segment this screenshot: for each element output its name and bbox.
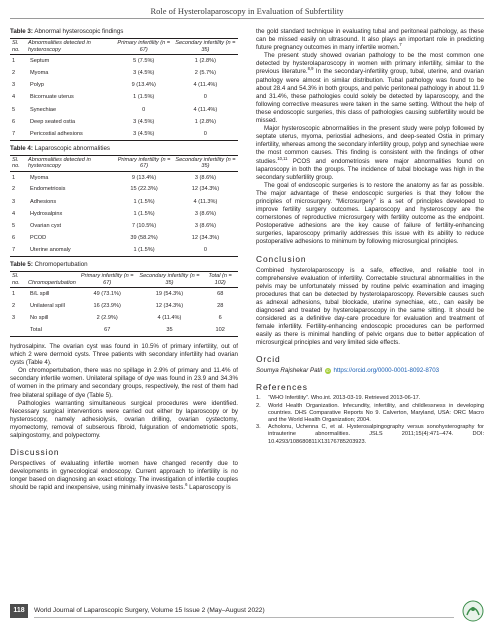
- table-row: [10, 244, 238, 256]
- table-cell: Pericostial adhesions: [26, 128, 115, 140]
- table-cell: 39 (58.2%): [130, 235, 158, 242]
- table-cell: 3: [12, 82, 16, 89]
- table-cell: 1 (2.8%): [194, 58, 216, 65]
- table-row: [10, 312, 238, 324]
- table-cell: 4 (11.3%): [193, 198, 218, 205]
- table-row: [10, 91, 238, 103]
- references-list: [256, 395, 484, 445]
- table-header-cell: Chromopertubation: [26, 272, 78, 288]
- table-row: [10, 55, 238, 67]
- table-cell: 2: [12, 186, 16, 193]
- table-row: [10, 196, 238, 208]
- table-cell: 12 (34.3%): [155, 302, 184, 309]
- table-header-cell: Secondary infertility (n = 35): [173, 155, 238, 171]
- table-cell: Adhesions: [30, 198, 57, 205]
- header-rule: [10, 18, 484, 19]
- table-4-caption: Table 4: Laparoscopic abnormalities: [10, 144, 110, 152]
- table-cell: 7 (10.5%): [131, 223, 157, 230]
- table-cell: 12 (34.3%): [191, 186, 220, 193]
- table-4-body: [10, 171, 238, 256]
- table-cell: 16 (23.9%): [93, 302, 121, 309]
- table-5-body: [10, 288, 238, 337]
- discussion-paragraph: Perspectives of evaluating infertile women have changed recently due to developments in gynecological endoscopy. Current approach to infertility is no longer based on diagnosing an exact etiology. The investigation of infertile couples should be rapid and inexpensive, using minimally invasive tests.$^6$ Laparoscopy is: [10, 460, 238, 492]
- orcid-entry: [256, 367, 484, 375]
- table-cell: 1 (1.5%): [133, 210, 155, 217]
- table-header-cell: Abnormalities detected in hysteroscopy: [26, 155, 115, 171]
- table-cell: 5 (7.5%): [133, 58, 155, 65]
- table-cell: 1 (2.8%): [194, 118, 216, 125]
- table-cell: 15 (22.3%): [130, 186, 158, 193]
- journal-citation: World Journal of Laparoscopic Surgery, Volume 15 Issue 2 (May–August 2022): [34, 607, 265, 614]
- table-row: [10, 220, 238, 232]
- table-cell: 0: [203, 94, 207, 101]
- table-cell: 102: [202, 324, 238, 336]
- table-cell: 1 (1.5%): [133, 198, 155, 205]
- table-3-body: [10, 55, 238, 140]
- table-cell: 3: [12, 198, 16, 205]
- table-cell: 5: [12, 106, 16, 113]
- table-cell: 7: [10, 244, 26, 256]
- table-cell: Endometriosis: [30, 186, 66, 193]
- table-row: [10, 288, 238, 300]
- table-cell: 3 (8.6%): [194, 174, 217, 181]
- table-cell: [10, 324, 26, 336]
- table-cell: Bicornuate uterus: [30, 94, 74, 101]
- table-3-caption: Table 3: Abnormal hysteroscopic findings: [10, 28, 124, 35]
- table-cell: Myoma: [30, 174, 49, 181]
- table-cell: 1: [12, 58, 16, 65]
- table-cell: 0: [173, 244, 238, 256]
- table-cell: 1: [12, 291, 16, 298]
- table-cell: 3 (4.5%): [133, 118, 155, 125]
- table-3-block: [10, 28, 238, 141]
- table-cell: 1 (1.5%): [115, 244, 173, 256]
- orcid-heading: Orcid: [256, 354, 281, 365]
- table-cell: 4 (11.4%): [193, 82, 218, 89]
- discussion-heading: Discussion: [10, 447, 60, 458]
- table-cell: 19 (54.3%): [155, 291, 184, 298]
- table-cell: 4 (11.4%): [157, 315, 182, 322]
- reference-item: 3. Acholonu, Uchenna C, et al. Hysterosalpingography versus sonohysterography for intrauterine abnormalities. JSLS 2011;15(4):471–474. DOI: 10.4293/108680811X13176785203923.: [256, 424, 484, 445]
- table-cell: 3 (8.6%): [194, 210, 217, 217]
- table-row: [10, 232, 238, 244]
- results-paragraph: On chromopertubation, there was no spillage in 2.9% of primary and 11.4% of secondary infertile women. Unilateral spillage of dye was found in 23.9 and 34.3% of women in the primary and secondary groups, respectively, the rest of them had free bilateral spillage of dye (Table 5).: [10, 367, 238, 399]
- discussion-paragraph: Major hysteroscopic abnormalities in the present study were polyp followed by septate uterus, myoma, periostial adhesions, and deep-seated Ostia in primary infertility, whereas among the secondary infertility group, polyp and synechiae were the most common causes. This finding is consistent with the findings of other studies.$^{10,11}$ PCOS and endometriosis were major abnormalities found on laparoscopy in both the groups. The incidence of tubal blockage was high in the secondary subfertility group.: [256, 125, 484, 181]
- table-header-cell: Primary infertility (n = 67): [115, 155, 173, 171]
- table-row: [10, 208, 238, 220]
- table-cell: 12 (34.3%): [191, 235, 220, 242]
- table-cell: 2: [12, 69, 16, 76]
- table-header-cell: Sl. no.: [10, 272, 26, 288]
- table-header-cell: Secondary infertility (n = 35): [173, 39, 238, 55]
- table-cell: Myoma: [30, 69, 49, 76]
- publisher-logo-icon: [462, 600, 484, 622]
- discussion-paragraph: The goal of endoscopic surgeries is to restore the anatomy as far as possible. The major advantage of these endoscopic surgeries is that they follow the principles of microsurgery. “Microsurgery” is a set of principles developed to improve fertility surgery outcomes. Laparoscopy and hysteroscopy are the cornerstones of reproductive microsurgery with fertility outcome as the endpoint. Postoperative adhesions are the key cause of failure of fertility-enhancing surgeries, laparoscopy primarily addresses this issue with its ability to reduce postoperative adhesions to minimum by following microsurgical principles.: [256, 181, 484, 246]
- page-number: 118: [10, 604, 28, 618]
- table-4-block: [10, 145, 238, 258]
- table-row: [10, 171, 238, 183]
- table-cell: 2: [12, 302, 16, 309]
- table-row: [10, 128, 238, 140]
- table-cell: 6: [12, 118, 16, 125]
- reference-item: 1. “WHO Infertility”. Who.int. 2013-03-19. Retrieved 2013-06-17.: [256, 395, 421, 402]
- author-name: Soumya Rajshekar Patil: [256, 367, 323, 375]
- table-cell: Septum: [30, 58, 50, 65]
- table-cell: 5: [12, 223, 16, 230]
- table-header-cell: Total (n = 102): [202, 272, 238, 288]
- references-heading: References: [256, 382, 308, 393]
- table-header-cell: Secondary infertility (n = 35): [137, 272, 203, 288]
- table-cell: 4: [12, 94, 16, 101]
- table-row: [10, 324, 238, 336]
- table-cell: 2 (2.9%): [96, 315, 118, 322]
- table-cell: Ovarian cyst: [30, 223, 62, 230]
- table-cell: 9 (13.4%): [131, 174, 157, 181]
- table-5-caption: Table 5: Chromopertubation: [10, 261, 88, 268]
- table-header-cell: Abnormalities detected in hysteroscopy: [26, 39, 115, 55]
- conclusion-paragraph: Combined hysterolaparoscopy is a safe, effective, and reliable tool in comprehensive evaluation of infertility. Correctable structural abnormalities in the pelvis may be unfortunately missed by routine pelvic examination and imaging procedures that can be detected by hysterolaparoscopy. Reversible causes such as adnexal adhesions, tubal blockade, uterine synechiae, etc., can easily be diagnosed and treated by hysterolaparoscopy in the same sitting. It should be considered as a definitive day-care procedure for evaluation and treatment of female infertility. Fertility-enhancing endoscopic procedures can be performed easily as there is minimal handling of pelvic organs due to better application of microsurgical principles and very limited side effects.: [256, 266, 484, 347]
- table-cell: 4: [12, 210, 16, 217]
- table-cell: PCOD: [30, 235, 47, 242]
- table-cell: 4 (11.4%): [193, 106, 218, 113]
- results-paragraph: hydrosalpinx. The ovarian cyst was found in 10.5% of primary infertility, out of which 2 were dermoid cysts. Three patients with secondary infertility had ovarian cysts (Table 4).: [10, 342, 238, 367]
- left-column: [10, 28, 238, 492]
- table-cell: 1 (1.5%): [133, 94, 155, 101]
- table-cell: 6: [218, 315, 222, 322]
- table-cell: 49 (73.1%): [93, 291, 121, 298]
- table-cell: 3 (4.5%): [115, 128, 173, 140]
- table-header-cell: Primary infertility (n = 67): [115, 39, 173, 55]
- right-column: [256, 28, 484, 446]
- table-cell: 3: [12, 315, 16, 322]
- table-cell: B/L spill: [30, 291, 50, 298]
- table-cell: 68: [217, 291, 224, 298]
- table-cell: Uterine anomaly: [26, 244, 115, 256]
- table-header-cell: Sl. no.: [10, 155, 26, 171]
- table-cell: 28: [217, 302, 224, 309]
- table-header-cell: Primary infertility (n = 67): [78, 272, 137, 288]
- table-row: [10, 103, 238, 115]
- table-cell: 1: [12, 174, 16, 181]
- table-cell: 2 (5.7%): [194, 69, 216, 76]
- table-cell: Synechiae: [30, 106, 57, 113]
- table-cell: 3 (4.5%): [133, 69, 155, 76]
- discussion-paragraph: the gold standard technique in evaluating tubal and peritoneal pathology, as these can be missed easily on ultrasound. It also plays an important role in predicting future pregnancy outcomes in many infertile women.$^7$: [256, 28, 484, 52]
- table-row: [10, 183, 238, 195]
- table-cell: 67: [78, 324, 137, 336]
- table-row: [10, 300, 238, 312]
- page-footer: [10, 604, 484, 618]
- orcid-icon: iD: [325, 367, 330, 373]
- table-cell: Polyp: [30, 82, 44, 89]
- table-cell: 35: [137, 324, 203, 336]
- running-head: Role of Hysterolaparoscopy in Evaluation of Subfertility: [150, 6, 344, 16]
- table-cell: Unilateral spill: [30, 302, 65, 309]
- table-cell: 0: [142, 106, 146, 113]
- table-5: [10, 271, 238, 337]
- table-cell: 9 (13.4%): [131, 82, 156, 89]
- table-cell: 3 (8.6%): [194, 223, 217, 230]
- footer-rule: [34, 617, 454, 618]
- table-cell: Deep seated ostia: [30, 118, 76, 125]
- orcid-link[interactable]: https://orcid.org/0000-0001-8092-8703: [333, 367, 440, 375]
- discussion-paragraph: The present study showed ovarian pathology to be the most common one detected by hysterolaparoscopy in women with primary infertility, similar to the previous literature.$^{8,9}$ In the secondary-infertility group, tubal, uterine, and ovarian pathology were almost in similar distribution. Tubal pathology was found to be about 28.4 and 54.3% in both groups, and pelvic peritoneal pathology in about 11.9 and 31.4%, these pathologies could solely be detected by laparoscopy, and the following corrective measures were taken in the same setting. Without the help of these endoscopic surgeries, this class of pathologies causing subfertility would be missed.: [256, 52, 484, 125]
- table-cell: Total: [26, 324, 78, 336]
- table-cell: 0: [173, 128, 238, 140]
- table-cell: Hydrosalpinx: [30, 210, 63, 217]
- table-cell: No spill: [30, 315, 49, 322]
- results-paragraph: Pathologies warranting simultaneous surgical procedures were identified. Necessary surgical interventions were carried out either by laparoscopy or by hysteroscopy, namely adhesiolysis, ovarian drilling, ovarian cystectomy, myomectomy, removal of subserous fibroid, fulguration of endometriotic spots, salpingostomy, and polypectomy.: [10, 399, 238, 439]
- table-3: [10, 38, 238, 141]
- table-4: [10, 155, 238, 258]
- table-cell: 6: [12, 235, 16, 242]
- table-header-cell: Sl. no.: [10, 39, 26, 55]
- table-row: [10, 67, 238, 79]
- conclusion-heading: Conclusion: [256, 253, 307, 264]
- table-5-block: [10, 261, 238, 337]
- reference-item: 2. World Health Organization. Infecundity, infertility, and childlessness in developing countries. DHS Comparative Reports No 9. Calverton, Maryland, USA: ORC Macro and the World Health Organization; 2004.: [256, 402, 484, 424]
- table-cell: 7: [10, 128, 26, 140]
- table-row: [10, 116, 238, 128]
- table-row: [10, 79, 238, 91]
